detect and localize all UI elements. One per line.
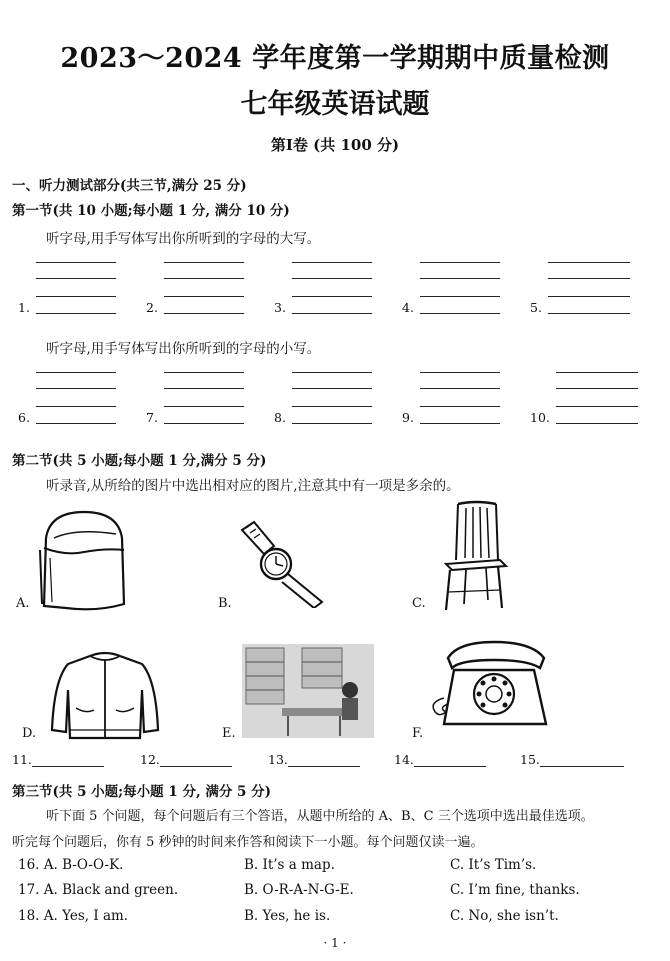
volume-label: 第Ⅰ卷 (共 100 分) xyxy=(270,136,400,154)
section3-instruction-line2: 听完每个问题后，你有 5 秒钟的时间来作答和阅读下一小题。每个问题仅读一遍。 xyxy=(12,835,484,850)
item-number: 12. xyxy=(140,752,160,767)
section1-heading: 第一节(共 10 小题;每小题 1 分, 满分 10 分) xyxy=(12,203,290,219)
question-option[interactable]: B. It’s a map. xyxy=(244,857,335,873)
section2-instruction: 听录音,从所给的图片中选出相对应的图片,注意其中有一项是多余的。 xyxy=(46,478,460,494)
jacket-icon xyxy=(50,650,160,742)
item-number: 1. xyxy=(18,300,30,315)
page-number: · 1 · xyxy=(323,936,347,950)
option-label: C. xyxy=(412,596,426,611)
part1-heading: 一、听力测试部分(共三节,满分 25 分) xyxy=(12,178,247,194)
option-label: D. xyxy=(22,726,37,741)
exam-title: 2023～2024 学年度第一学期期中质量检测 xyxy=(60,43,610,74)
question-option[interactable]: 17. A. Black and green. xyxy=(18,882,179,898)
option-label: F. xyxy=(412,726,424,741)
answer-blank[interactable] xyxy=(394,752,486,767)
exam-subtitle: 七年级英语试题 xyxy=(240,89,430,120)
item-number: 3. xyxy=(274,300,286,315)
telephone-icon xyxy=(428,638,562,728)
item-number: 10. xyxy=(530,410,550,425)
answer-blank[interactable] xyxy=(12,752,104,767)
item-number: 14. xyxy=(394,752,414,767)
backpack-icon xyxy=(36,508,132,614)
item-number: 11. xyxy=(12,752,32,767)
item-number: 6. xyxy=(18,410,30,425)
answer-blank[interactable] xyxy=(520,752,624,767)
item-number: 4. xyxy=(402,300,414,315)
item-number: 7. xyxy=(146,410,158,425)
chair-icon xyxy=(440,500,510,612)
question-option[interactable]: 16. A. B-O-O-K. xyxy=(18,857,124,873)
question-option[interactable]: C. No, she isn’t. xyxy=(450,908,559,924)
answer-blank[interactable] xyxy=(268,752,360,767)
section2-heading: 第二节(共 5 小题;每小题 1 分,满分 5 分) xyxy=(12,453,267,469)
item-number: 9. xyxy=(402,410,414,425)
question-option[interactable]: 18. A. Yes, I am. xyxy=(18,908,129,924)
question-option[interactable]: B. O-R-A-N-G-E. xyxy=(244,882,354,898)
item-number: 2. xyxy=(146,300,158,315)
question-option[interactable]: C. It’s Tim’s. xyxy=(450,857,537,873)
item-number: 13. xyxy=(268,752,288,767)
library-reading-icon xyxy=(242,644,374,738)
item-number: 15. xyxy=(520,752,540,767)
question-option[interactable]: C. I’m fine, thanks. xyxy=(450,882,580,898)
section1-instruction-lower: 听字母,用手写体写出你所听到的字母的小写。 xyxy=(46,341,321,357)
answer-blank[interactable] xyxy=(140,752,232,767)
option-label: A. xyxy=(16,596,30,611)
item-number: 5. xyxy=(530,300,542,315)
option-label: B. xyxy=(218,596,232,611)
section3-heading: 第三节(共 5 小题;每小题 1 分, 满分 5 分) xyxy=(12,784,272,800)
section1-instruction-upper: 听字母,用手写体写出你所听到的字母的大写。 xyxy=(46,231,321,247)
question-option[interactable]: B. Yes, he is. xyxy=(244,908,331,924)
option-label: E. xyxy=(222,726,236,741)
wristwatch-icon xyxy=(236,516,328,608)
item-number: 8. xyxy=(274,410,286,425)
section3-instruction-line1: 听下面 5 个问题，每个问题后有三个答语，从题中所给的 A、B、C 三个选项中选出最佳选项。 xyxy=(46,809,594,824)
